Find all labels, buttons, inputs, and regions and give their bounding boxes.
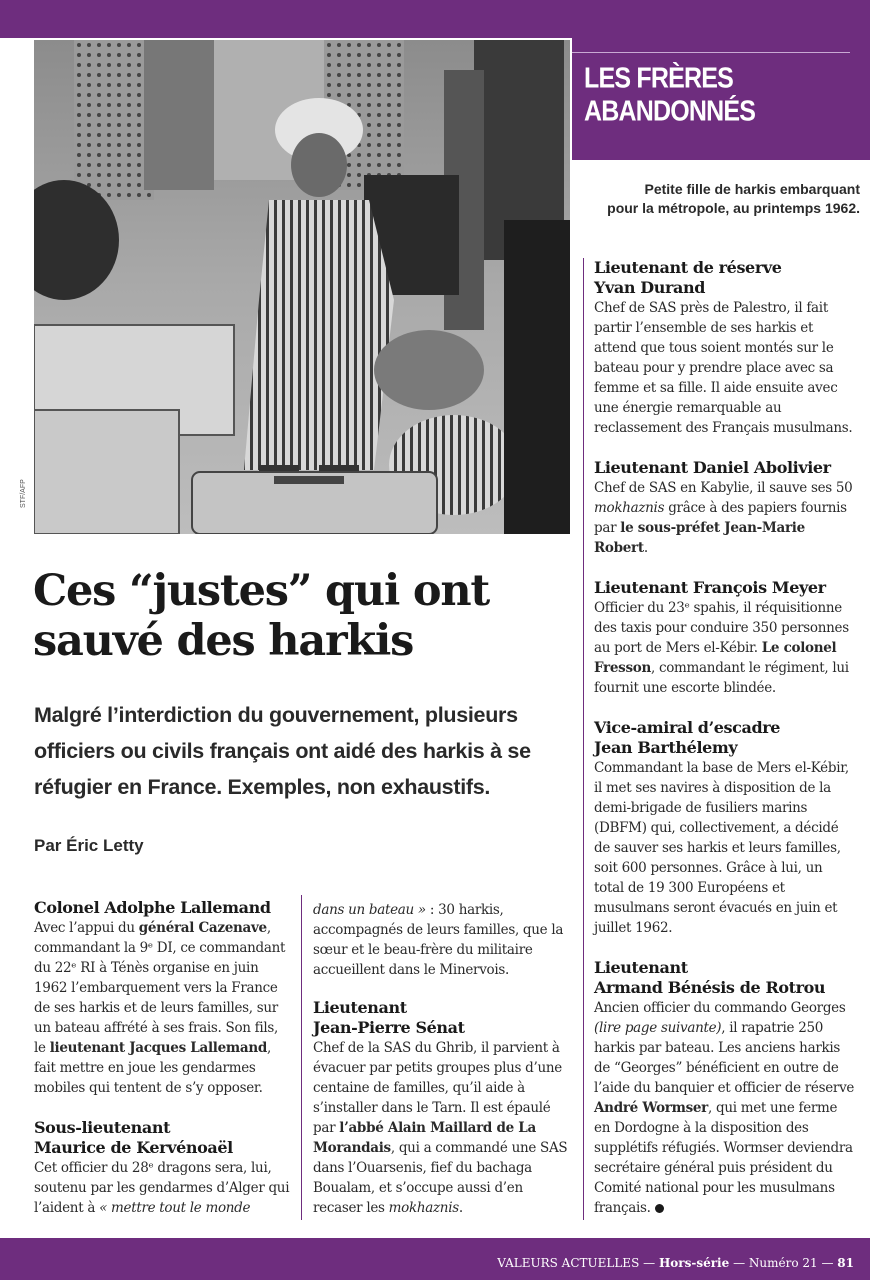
article-photo: [34, 40, 570, 534]
title-line: Ces “justes” qui ont: [33, 566, 490, 616]
section-title: LES FRÈRES ABANDONNÉS: [584, 62, 756, 128]
column-rule: [301, 895, 302, 1220]
issue-number: Numéro 21: [748, 1256, 818, 1270]
entry-heading: Lieutenant François Meyer: [594, 578, 826, 597]
column-rule: [583, 258, 584, 1220]
article-title: [33, 566, 563, 666]
entry-heading: Lieutenant de réserve Yvan Durand: [594, 258, 782, 297]
entry-text: Chef de SAS près de Palestro, il fait partir l’ensemble de ses harkis et attend que tous soient montés sur le bateau pour y prendre place avec sa femme et sa fille. Il aide ensuite avec une énergie remarquable au reclassement des Français musulmans.: [594, 300, 853, 436]
entry-abolivier: [594, 458, 856, 558]
entry-senat: [313, 998, 573, 1218]
entry-heading: Lieutenant Daniel Abolivier: [594, 458, 831, 477]
caption-line: pour la métropole, au printemps 1962.: [607, 200, 860, 216]
entry-lallemand: [34, 898, 292, 1098]
caption-line: Petite fille de harkis embarquant: [644, 181, 860, 197]
entry-text: Cet officier du 28ᵉ dragons sera, lui, soutenu par les gendarmes d’Alger qui l’aident à « mettre tout le monde: [34, 1160, 290, 1216]
entry-heading: Colonel Adolphe Lallemand: [34, 898, 271, 917]
issue-type: Hors-série: [658, 1256, 730, 1270]
entry-heading: Sous-lieutenant Maurice de Kervénoaël: [34, 1118, 233, 1157]
entry-text: Chef de la SAS du Ghrib, il parvient à évacuer par petits groupes plus d’une centaine de familles, qu’il aide à s’installer dans le Tarn. Il est épaulé par l’abbé Alain Maillard de La Morandais, qui a commandé une SAS dans l’Ouarsenis, fief du bachaga Boualam, et s’occupe aussi d’en recaser les mokhaznis.: [313, 1040, 568, 1216]
entry-durand: [594, 258, 856, 438]
entry-kervenoael: [34, 1118, 292, 1218]
entry-barthelemy: [594, 718, 856, 938]
magazine-name: VALEURS ACTUELLES: [497, 1256, 640, 1270]
entry-kervenoael-continued: [313, 900, 573, 980]
section-rule: [572, 52, 850, 53]
entry-meyer: [594, 578, 856, 698]
entry-text: Avec l’appui du général Cazenave, commandant la 9ᵉ DI, ce commandant du 22ᵉ RI à Ténès organise en juin 1962 l’embarquement vers la France de ses harkis et de leurs familles, sur un bateau affrété à ses frais. Son fils, le lieutenant Jacques Lallemand, fait mettre en joue les gendarmes mobiles qui tentent de s’y opposer.: [34, 920, 286, 1096]
page-number: 81: [837, 1256, 854, 1270]
entry-heading: Lieutenant Armand Bénésis de Rotrou: [594, 958, 826, 997]
entry-text: dans un bateau » : 30 harkis, accompagnés de leurs familles, que la sœur et le beau-frère du militaire accueillent dans le Minervois.: [313, 902, 564, 978]
photo-caption: [590, 180, 860, 218]
entry-heading: Vice-amiral d’escadre Jean Barthélemy: [594, 718, 781, 757]
entry-heading: Lieutenant Jean-Pierre Sénat: [313, 998, 465, 1037]
page-footer: VALEURS ACTUELLES — Hors-série — Numéro 21 — 81: [497, 1256, 854, 1270]
entry-text: Commandant la base de Mers el-Kébir, il met ses navires à disposition de la demi-brigade de fusiliers marins (DBFM) qui, collectivement, a décidé de sauver ses harkis et leurs familles, soit 600 personnes. Grâce à lui, un total de 19 300 Européens et musulmans seront évacués en juin et juillet 1962.: [594, 760, 849, 936]
photo-credit: STF/AFP: [20, 479, 27, 508]
title-line: sauvé des harkis: [33, 616, 414, 666]
entry-text: Officier du 23ᵉ spahis, il réquisitionne des taxis pour conduire 350 personnes au port de Mers el-Kébir. Le colonel Fresson, commandant le régiment, lui fournit une escorte blindée.: [594, 600, 849, 696]
entry-text: Chef de SAS en Kabylie, il sauve ses 50 mokhaznis grâce à des papiers fournis par le sous-préfet Jean-Marie Robert.: [594, 480, 853, 556]
byline: Par Éric Letty: [34, 836, 144, 855]
article-deck: Malgré l’interdiction du gouvernement, plusieurs officiers ou civils français ont aidé des harkis à se réfugier en France. Exemples, non exhaustifs.: [34, 703, 531, 799]
entry-rotrou: [594, 958, 856, 1218]
end-of-article-bullet-icon: [655, 1204, 664, 1213]
entry-text: Ancien officier du commando Georges (lire page suivante), il rapatrie 250 harkis par bateau. Les anciens harkis de “Georges” bénéficient en outre de l’aide du banquier et officier de réserve André Wormser, qui met une ferme en Dordogne à la disposition des supplétifs réfugiés. Wormser deviendra secrétaire général puis président du Comité national pour les musulmans français.: [594, 1000, 855, 1216]
